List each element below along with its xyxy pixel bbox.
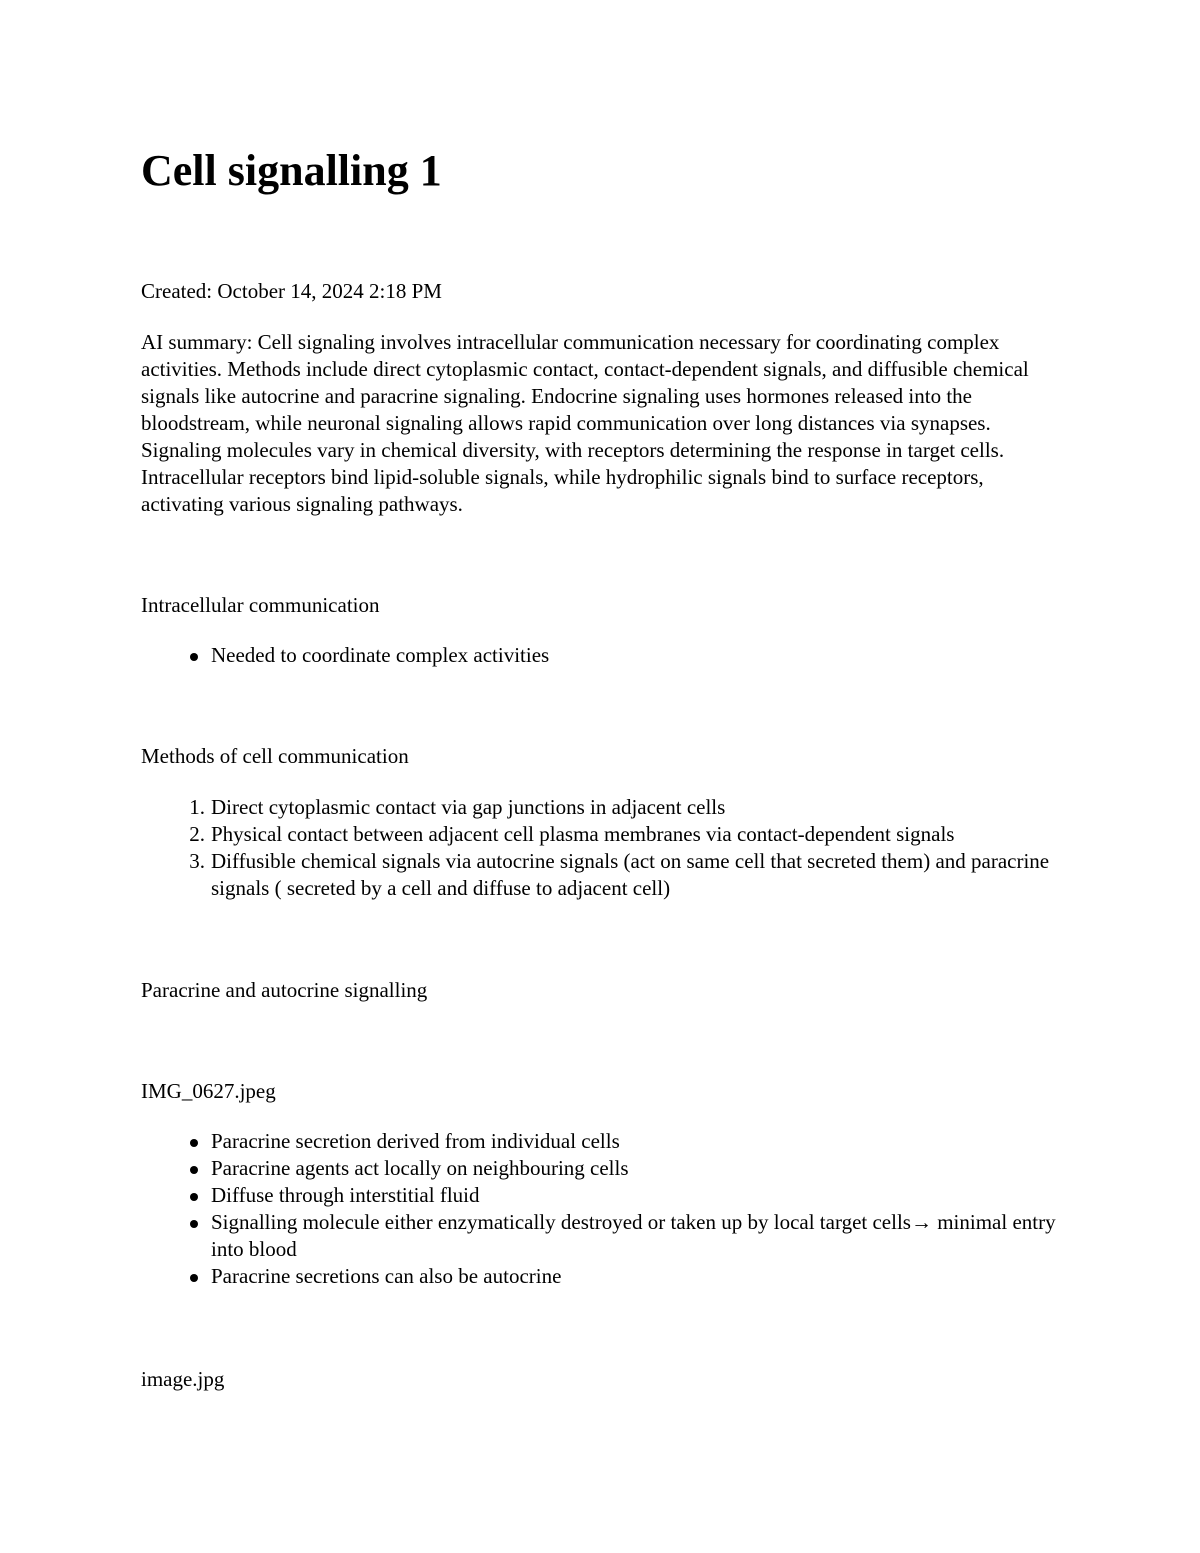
bullet-icon bbox=[190, 1220, 198, 1228]
list-item-text: Paracrine secretion derived from individual cells bbox=[211, 1129, 620, 1153]
list-item bbox=[141, 848, 1071, 902]
bullet-icon bbox=[190, 1193, 198, 1201]
list-item-text: Needed to coordinate complex activities bbox=[211, 643, 550, 667]
list-item bbox=[141, 1209, 1071, 1263]
list-number: 1. bbox=[189, 795, 205, 819]
list-item-text: Physical contact between adjacent cell plasma membranes via contact-dependent signals bbox=[211, 822, 955, 846]
created-date: Created: October 14, 2024 2:18 PM bbox=[141, 279, 442, 303]
section-heading-methods: Methods of cell communication bbox=[141, 744, 409, 768]
bullet-icon bbox=[190, 1274, 198, 1282]
list-item-text: Paracrine agents act locally on neighbouring cells bbox=[211, 1156, 629, 1180]
image-attachment-name-2: image.jpg bbox=[141, 1367, 225, 1391]
page-title: Cell signalling 1 bbox=[141, 146, 442, 195]
image-attachment-name: IMG_0627.jpeg bbox=[141, 1079, 276, 1103]
list-item-text: Signalling molecule either enzymatically destroyed or taken up by local target cells→ minimal entry into blood bbox=[211, 1210, 1056, 1261]
list-item bbox=[141, 1128, 1071, 1155]
list-item bbox=[141, 794, 1071, 821]
bullet-icon bbox=[190, 1166, 198, 1174]
list-item-text: Diffuse through interstitial fluid bbox=[211, 1183, 480, 1207]
section-heading-intracellular: Intracellular communication bbox=[141, 593, 380, 617]
paracrine-list bbox=[141, 1128, 1071, 1290]
list-item bbox=[141, 821, 1071, 848]
list-item-text: Diffusible chemical signals via autocrine signals (act on same cell that secreted them) and paracrine signals ( secreted by a cell and diffuse to adjacent cell) bbox=[211, 849, 1050, 900]
methods-list bbox=[141, 794, 1071, 902]
list-number: 2. bbox=[189, 822, 205, 846]
list-item bbox=[141, 642, 1071, 669]
list-number: 3. bbox=[189, 849, 205, 873]
bullet-icon bbox=[190, 653, 198, 661]
bullet-icon bbox=[190, 1139, 198, 1147]
section-heading-paracrine: Paracrine and autocrine signalling bbox=[141, 978, 428, 1002]
list-item-text: Paracrine secretions can also be autocrine bbox=[211, 1264, 562, 1288]
list-item-text: Direct cytoplasmic contact via gap junctions in adjacent cells bbox=[211, 795, 726, 819]
intracellular-list bbox=[141, 642, 1071, 669]
list-item bbox=[141, 1263, 1071, 1290]
list-item bbox=[141, 1182, 1071, 1209]
ai-summary: AI summary: Cell signaling involves intracellular communication necessary for coordinating complex activities. Methods include direct cytoplasmic contact, contact-dependent signals, and diffusible chemical signals like autocrine and paracrine signaling. Endocrine signaling uses hormones released into the bloodstream, while neuronal signaling allows rapid communication over long distances via synapses. Signaling molecules vary in chemical diversity, with receptors determining the response in target cells. Intracellular receptors bind lipid-soluble signals, while hydrophilic signals bind to surface receptors, activating various signaling pathways. bbox=[141, 330, 1029, 516]
list-item bbox=[141, 1155, 1071, 1182]
